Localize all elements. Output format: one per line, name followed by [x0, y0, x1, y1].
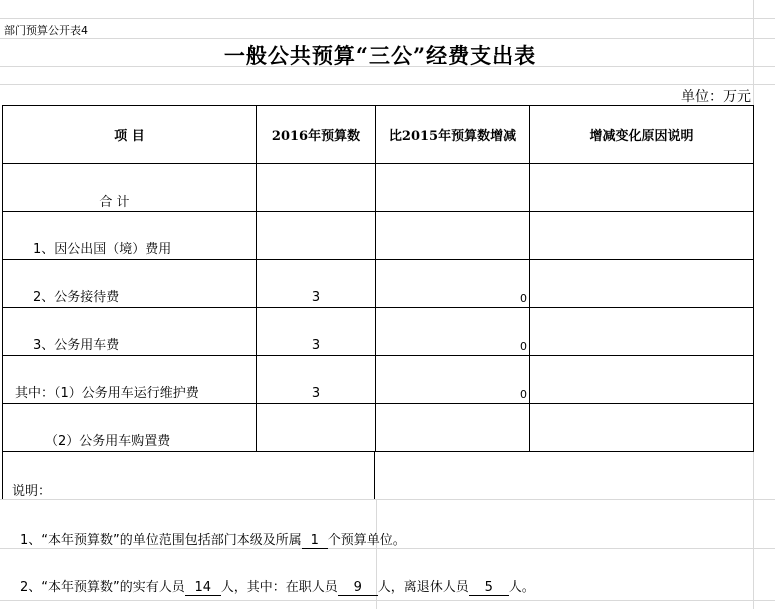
row-change — [376, 212, 530, 260]
row-reason — [530, 308, 754, 356]
row-reason — [530, 356, 754, 404]
notes-title: 说明： — [12, 484, 52, 499]
expenditure-table — [2, 105, 754, 452]
notes-box — [2, 451, 375, 499]
header-item: 项 目 — [3, 106, 257, 164]
row-budget: 3 — [257, 260, 376, 308]
row-budget — [257, 164, 376, 212]
table-header-row — [3, 106, 754, 164]
note-1: 1、“本年预算数”的单位范围包括部门本级及所属 1 个预算单位。 — [20, 533, 406, 548]
unit-label: 单位：万元 — [681, 89, 751, 105]
table-row — [3, 212, 754, 260]
row-change: 0 — [376, 308, 530, 356]
row-reason — [530, 260, 754, 308]
row-change: 0 — [376, 260, 530, 308]
note-2-active-staff: 9 — [338, 580, 378, 596]
header-reason: 增减变化原因说明 — [530, 106, 754, 164]
table-row — [3, 260, 754, 308]
page-title: 一般公共预算“三公”经费支出表 — [223, 43, 537, 68]
note-2: 2、“本年预算数”的实有人员 14 人，其中：在职人员 9 人，离退休人员 5 人。 — [20, 580, 535, 595]
doc-label: 部门预算公开表4 — [4, 24, 88, 37]
header-change: 比2015年预算数增减 — [376, 106, 530, 164]
table-row — [3, 164, 754, 212]
note-2-retired-staff: 5 — [469, 580, 509, 596]
note-1-unit-count: 1 — [302, 533, 328, 549]
row-reason — [530, 164, 754, 212]
row-change: 0 — [376, 356, 530, 404]
row-item: 1、因公出国（境）费用 — [3, 212, 257, 260]
row-change — [376, 164, 530, 212]
row-budget: 3 — [257, 356, 376, 404]
row-budget: 3 — [257, 308, 376, 356]
row-item: （2）公务用车购置费 — [3, 404, 257, 452]
row-item: 其中：（1）公务用车运行维护费 — [3, 356, 257, 404]
row-reason — [530, 404, 754, 452]
note-2-total-staff: 14 — [185, 580, 221, 596]
row-budget — [257, 212, 376, 260]
table-row — [3, 404, 754, 452]
row-change — [376, 404, 530, 452]
header-budget: 2016年预算数 — [257, 106, 376, 164]
table-row — [3, 356, 754, 404]
row-item: 2、公务接待费 — [3, 260, 257, 308]
row-item: 3、公务用车费 — [3, 308, 257, 356]
row-budget — [257, 404, 376, 452]
row-item: 合 计 — [3, 164, 257, 212]
table-row — [3, 308, 754, 356]
row-reason — [530, 212, 754, 260]
